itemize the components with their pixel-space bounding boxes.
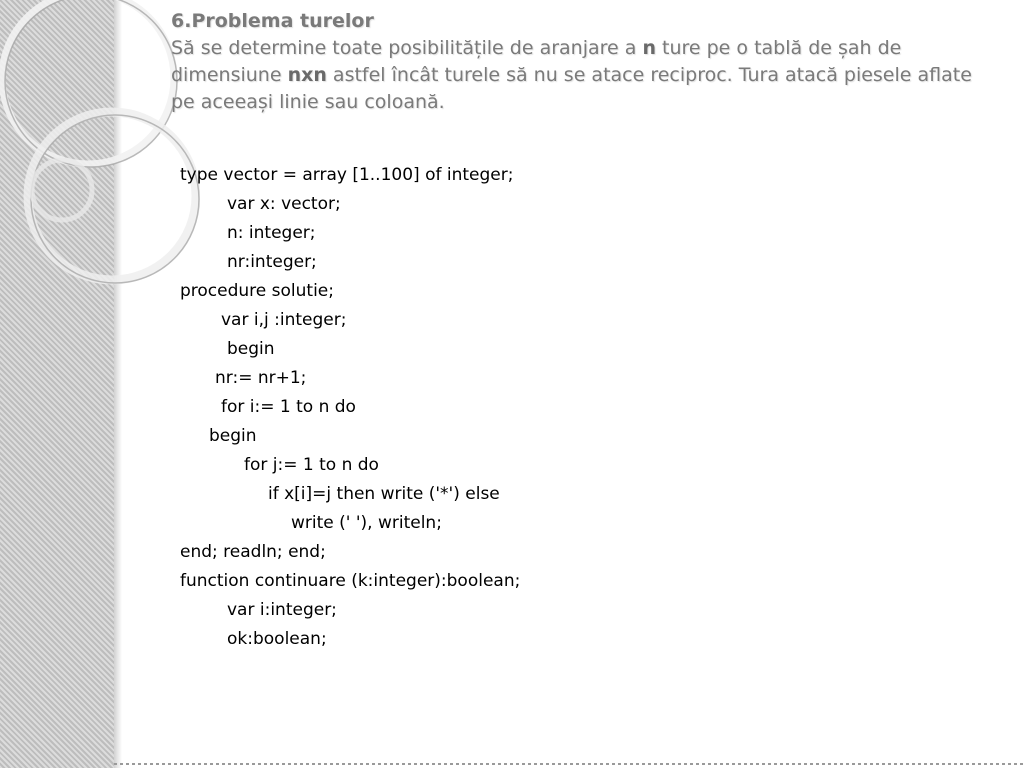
code-line: for j:= 1 to n do [244,455,379,475]
code-line: function continuare (k:integer):boolean; [180,571,521,591]
code-line: nr:integer; [227,252,317,272]
code-line: var i,j :integer; [221,310,347,330]
slide-title [171,8,1001,116]
code-listing [180,161,880,654]
code-line: procedure solutie; [180,281,334,301]
code-line: for i:= 1 to n do [221,397,356,417]
problem-text-part1: Să se determine toate posibilitățile de aranjare a [171,37,643,59]
sidebar-shadow [114,0,122,768]
code-line: ok:boolean; [227,629,327,649]
code-line: begin [227,339,275,359]
code-line: begin [209,426,257,446]
footer-divider [114,763,1024,765]
code-line: nr:= nr+1; [215,368,307,388]
code-line: write (' '), writeln; [291,513,442,533]
code-line: var i:integer; [227,600,337,620]
code-line: if x[i]=j then write ('*') else [268,484,500,504]
code-line: n: integer; [227,223,316,243]
code-line: type vector = array [1..100] of integer; [180,165,514,185]
problem-heading: 6.Problema turelor [171,10,374,32]
problem-text-nxn: nxn [287,64,327,86]
problem-text-part2: ture pe o tablă de șah de dimensiune [171,37,902,86]
problem-text-n: n [642,37,656,59]
code-line: var x: vector; [227,194,341,214]
code-line: end; readln; end; [180,542,326,562]
problem-text-part3: astfel încât turele să nu se atace reciproc. Tura atacă piesele aflate pe aceeași linie sau coloană. [171,64,972,113]
decorative-sidebar [0,0,114,768]
